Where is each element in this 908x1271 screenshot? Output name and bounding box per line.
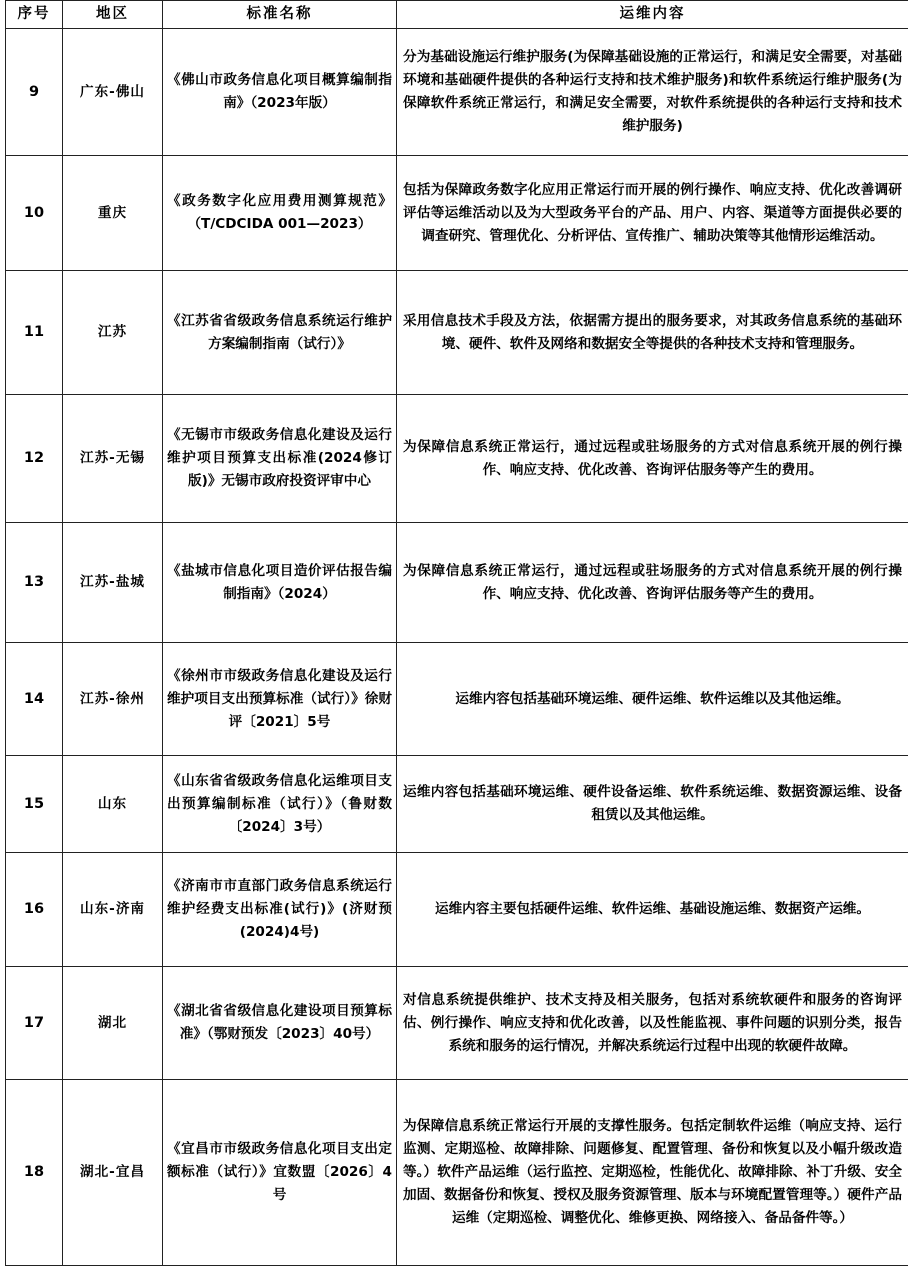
row-standard-name: 《山东省省级政务信息化运维项目支出预算编制标准（试行）》（鲁财数〔2024〕3号） [163, 756, 397, 853]
table-row [6, 523, 908, 643]
row-standard-name: 《政务数字化应用费用测算规范》（T/CDCIDA 001—2023） [163, 156, 397, 271]
row-number: 17 [6, 967, 63, 1080]
row-standard-name: 《佛山市政务信息化项目概算编制指南》（2023年版） [163, 29, 397, 156]
row-ops-content: 运维内容包括基础环境运维、硬件运维、软件运维以及其他运维。 [397, 643, 908, 756]
row-number: 9 [6, 29, 63, 156]
row-region: 重庆 [63, 156, 163, 271]
row-region: 江苏 [63, 271, 163, 395]
table-row [6, 29, 908, 156]
row-number: 11 [6, 271, 63, 395]
row-ops-content: 为保障信息系统正常运行，通过远程或驻场服务的方式对信息系统开展的例行操作、响应支持、优化改善、咨询评估服务等产生的费用。 [397, 523, 908, 643]
row-number: 16 [6, 853, 63, 967]
row-region: 江苏-盐城 [63, 523, 163, 643]
row-ops-content: 采用信息技术手段及方法，依据需方提出的服务要求，对其政务信息系统的基础环境、硬件、软件及网络和数据安全等提供的各种技术支持和管理服务。 [397, 271, 908, 395]
table-row [6, 156, 908, 271]
table-row [6, 1080, 908, 1266]
row-region: 江苏-无锡 [63, 395, 163, 523]
table-row [6, 967, 908, 1080]
row-ops-content: 分为基础设施运行维护服务(为保障基础设施的正常运行，和满足安全需要，对基础环境和基础硬件提供的各种运行支持和技术维护服务)和软件系统运行维护服务(为保障软件系统正常运行，和满足安全需要，对软件系统提供的各种运行支持和技术维护服务) [397, 29, 908, 156]
row-number: 15 [6, 756, 63, 853]
row-standard-name: 《湖北省省级信息化建设项目预算标准》（鄂财预发〔2023〕40号） [163, 967, 397, 1080]
table-row [6, 756, 908, 853]
row-ops-content: 对信息系统提供维护、技术支持及相关服务，包括对系统软硬件和服务的咨询评估、例行操作、响应支持和优化改善，以及性能监视、事件问题的识别分类，报告系统和服务的运行情况，并解决系统运行过程中出现的软硬件故障。 [397, 967, 908, 1080]
header-row [6, 1, 908, 29]
standards-table [5, 0, 908, 1266]
header-region: 地区 [63, 1, 163, 29]
row-standard-name: 《江苏省省级政务信息系统运行维护方案编制指南（试行）》 [163, 271, 397, 395]
row-ops-content: 包括为保障政务数字化应用正常运行而开展的例行操作、响应支持、优化改善调研评估等运维活动以及为大型政务平台的产品、用户、内容、渠道等方面提供必要的调查研究、管理优化、分析评估、宣传推广、辅助决策等其他情形运维活动。 [397, 156, 908, 271]
row-number: 18 [6, 1080, 63, 1266]
row-standard-name: 《无锡市市级政务信息化建设及运行维护项目预算支出标准(2024修订版)》无锡市政府投资评审中心 [163, 395, 397, 523]
table-row [6, 853, 908, 967]
row-number: 10 [6, 156, 63, 271]
row-standard-name: 《徐州市市级政务信息化建设及运行维护项目支出预算标准（试行）》徐财评〔2021〕5号 [163, 643, 397, 756]
row-ops-content: 为保障信息系统正常运行，通过远程或驻场服务的方式对信息系统开展的例行操作、响应支持、优化改善、咨询评估服务等产生的费用。 [397, 395, 908, 523]
row-region: 山东-济南 [63, 853, 163, 967]
row-ops-content: 为保障信息系统正常运行开展的支撑性服务。包括定制软件运维（响应支持、运行监测、定期巡检、故障排除、问题修复、配置管理、备份和恢复以及小幅升级改造等。）软件产品运维（运行监控、定期巡检，性能优化、故障排除、补丁升级、安全加固、数据备份和恢复、授权及服务资源管理、版本与环境配置管理等。）硬件产品运维（定期巡检、调整优化、维修更换、网络接入、备品备件等。） [397, 1080, 908, 1266]
header-ops-content: 运维内容 [397, 1, 908, 29]
row-region: 广东-佛山 [63, 29, 163, 156]
row-region: 湖北-宜昌 [63, 1080, 163, 1266]
row-number: 13 [6, 523, 63, 643]
row-number: 12 [6, 395, 63, 523]
row-standard-name: 《盐城市信息化项目造价评估报告编制指南》（2024） [163, 523, 397, 643]
row-standard-name: 《宜昌市市级政务信息化项目支出定额标准（试行）》宜数盟〔2026〕4 号 [163, 1080, 397, 1266]
table-row [6, 643, 908, 756]
row-ops-content: 运维内容主要包括硬件运维、软件运维、基础设施运维、数据资产运维。 [397, 853, 908, 967]
row-number: 14 [6, 643, 63, 756]
row-region: 山东 [63, 756, 163, 853]
header-no: 序号 [6, 1, 63, 29]
row-region: 江苏-徐州 [63, 643, 163, 756]
row-standard-name: 《济南市市直部门政务信息系统运行维护经费支出标准(试行)》(济财预(2024)4号) [163, 853, 397, 967]
table-row [6, 395, 908, 523]
row-region: 湖北 [63, 967, 163, 1080]
table-row [6, 271, 908, 395]
header-standard-name: 标准名称 [163, 1, 397, 29]
row-ops-content: 运维内容包括基础环境运维、硬件设备运维、软件系统运维、数据资源运维、设备租赁以及其他运维。 [397, 756, 908, 853]
